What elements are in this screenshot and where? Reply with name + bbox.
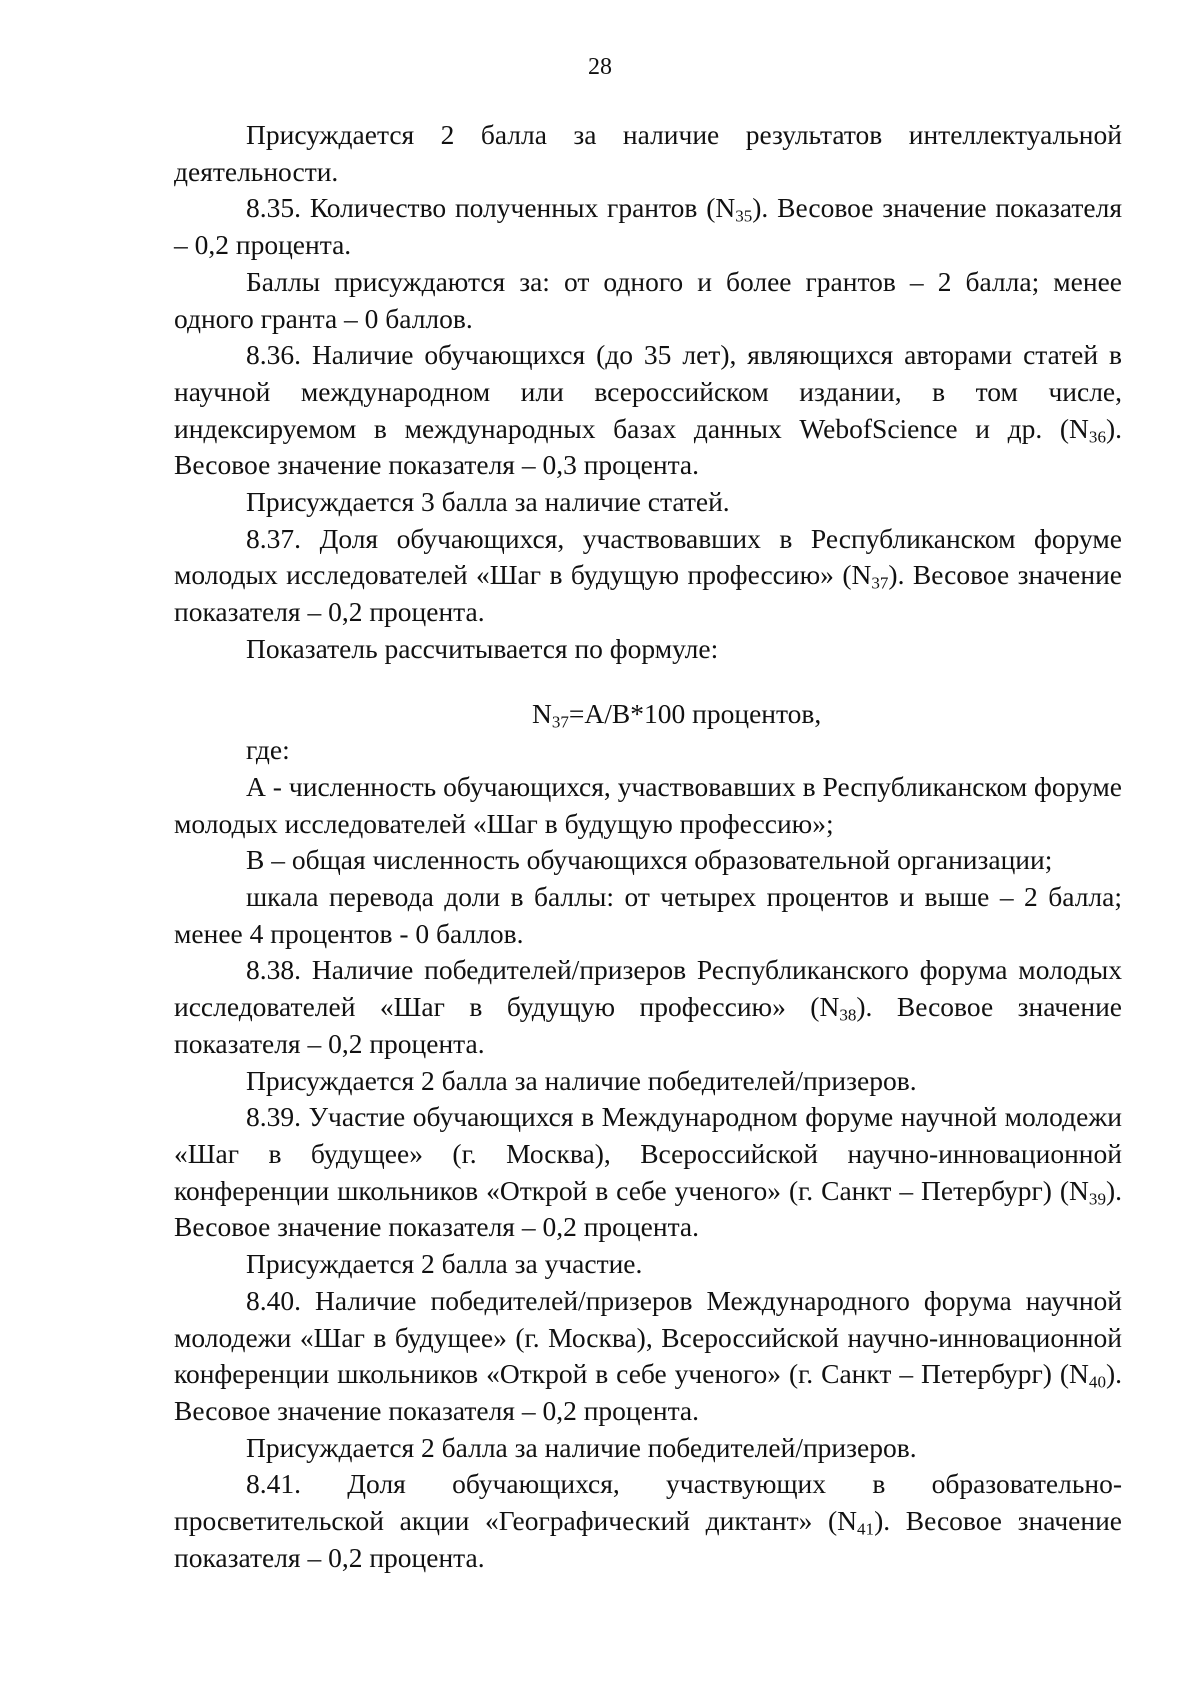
paragraph-text: 8.35. Количество полученных грантов (N bbox=[246, 192, 736, 224]
paragraph-definition-b: В – общая численность обучающихся образовательной организации; bbox=[246, 844, 1053, 876]
paragraph-text: 8.40. Наличие победителей/призеров Международного форума научной молодежи «Шаг в будущее» (г. Москва), Всероссийской научно-инновационной конференции школьников «Открой в себе ученого» (г. Санкт – Петербург) (N bbox=[174, 1284, 1122, 1390]
paragraph-item-8-39 bbox=[174, 1099, 1122, 1246]
paragraph-item-8-41 bbox=[174, 1466, 1122, 1576]
paragraph-text: ). Весовое значение показателя – 0,3 процента. bbox=[174, 412, 1122, 481]
subscript-index: 35 bbox=[735, 206, 753, 226]
subscript-index: 40 bbox=[1088, 1372, 1106, 1392]
document-body bbox=[174, 117, 1122, 1576]
paragraph-item-8-37 bbox=[174, 521, 1122, 631]
paragraph-where: где: bbox=[246, 734, 290, 766]
paragraph-text: 8.39. Участие обучающихся в Международном форуме научной молодежи «Шаг в будущее» (г. Москва), Всероссийской научно-инновационной конференции школьников «Открой в себе ученого» (г. Санкт – Петербург) (N bbox=[174, 1101, 1122, 1206]
paragraph-text: ). Весовое значение показателя – 0,2 процента. bbox=[174, 1174, 1122, 1243]
paragraph-text: ). Весовое значение показателя – 0,2 процента. bbox=[174, 559, 1122, 628]
paragraph-item-8-40 bbox=[174, 1283, 1122, 1430]
paragraph-text: ). Весовое значение показателя – 0,2 процента. bbox=[174, 192, 1122, 261]
paragraph: Показатель рассчитывается по формуле: bbox=[246, 632, 719, 664]
subscript-index: 38 bbox=[839, 1005, 857, 1025]
paragraph-scale: шкала перевода доли в баллы: от четырех процентов и выше – 2 балла; менее 4 процентов - 0 баллов. bbox=[174, 881, 1122, 949]
paragraph: Баллы присуждаются за: от одного и более грантов – 2 балла; менее одного гранта – 0 баллов. bbox=[174, 265, 1122, 334]
paragraph: Присуждается 3 балла за наличие статей. bbox=[246, 486, 730, 518]
subscript-index: 36 bbox=[1088, 426, 1106, 446]
subscript-index: 37 bbox=[871, 573, 889, 593]
paragraph: Присуждается 2 балла за наличие результатов интеллектуальной деятельности. bbox=[174, 119, 1122, 187]
paragraph: Присуждается 2 балла за наличие победителей/призеров. bbox=[246, 1064, 917, 1096]
paragraph-text: ). Весовое значение показателя – 0,2 процента. bbox=[174, 991, 1122, 1059]
paragraph: Присуждается 2 балла за участие. bbox=[246, 1248, 643, 1280]
paragraph: Присуждается 2 балла за наличие победителей/призеров. bbox=[246, 1431, 917, 1463]
page-number: 28 bbox=[588, 54, 612, 80]
paragraph-item-8-36 bbox=[174, 337, 1122, 484]
subscript-index: 39 bbox=[1088, 1188, 1106, 1208]
subscript-index: 37 bbox=[551, 711, 569, 731]
subscript-index: 41 bbox=[857, 1519, 875, 1539]
formula-expression: =A/B*100 процентов, bbox=[568, 697, 822, 729]
paragraph-text: 8.41. Доля обучающихся, участвующих в образовательно-просветительской акции «Географический диктант» (N bbox=[174, 1468, 1122, 1537]
paragraph-item-8-38 bbox=[174, 952, 1122, 1062]
paragraph-text: 8.38. Наличие победителей/призеров Республиканского форума молодых исследователей «Шаг в будущую профессию» (N bbox=[174, 954, 1122, 1023]
formula-symbol: N bbox=[532, 697, 552, 729]
paragraph-item-8-35 bbox=[174, 190, 1122, 263]
paragraph-text: 8.36. Наличие обучающихся (до 35 лет), являющихся авторами статей в научной международном или всероссийском издании, в том числе, индексируемом в международных базах данных WebofScience и др. (N bbox=[174, 339, 1122, 444]
paragraph-text: ). Весовое значение показателя – 0,2 процента. bbox=[174, 1358, 1122, 1426]
paragraph-definition-a: А - численность обучающихся, участвовавших в Республиканском форуме молодых исследователей «Шаг в будущую профессию»; bbox=[174, 770, 1122, 839]
paragraph-text: 8.37. Доля обучающихся, участвовавших в Республиканском форуме молодых исследователей «Шаг в будущую профессию» (N bbox=[174, 522, 1122, 591]
formula bbox=[174, 696, 1122, 733]
paragraph-text: ). Весовое значение показателя – 0,2 процента. bbox=[174, 1505, 1123, 1573]
